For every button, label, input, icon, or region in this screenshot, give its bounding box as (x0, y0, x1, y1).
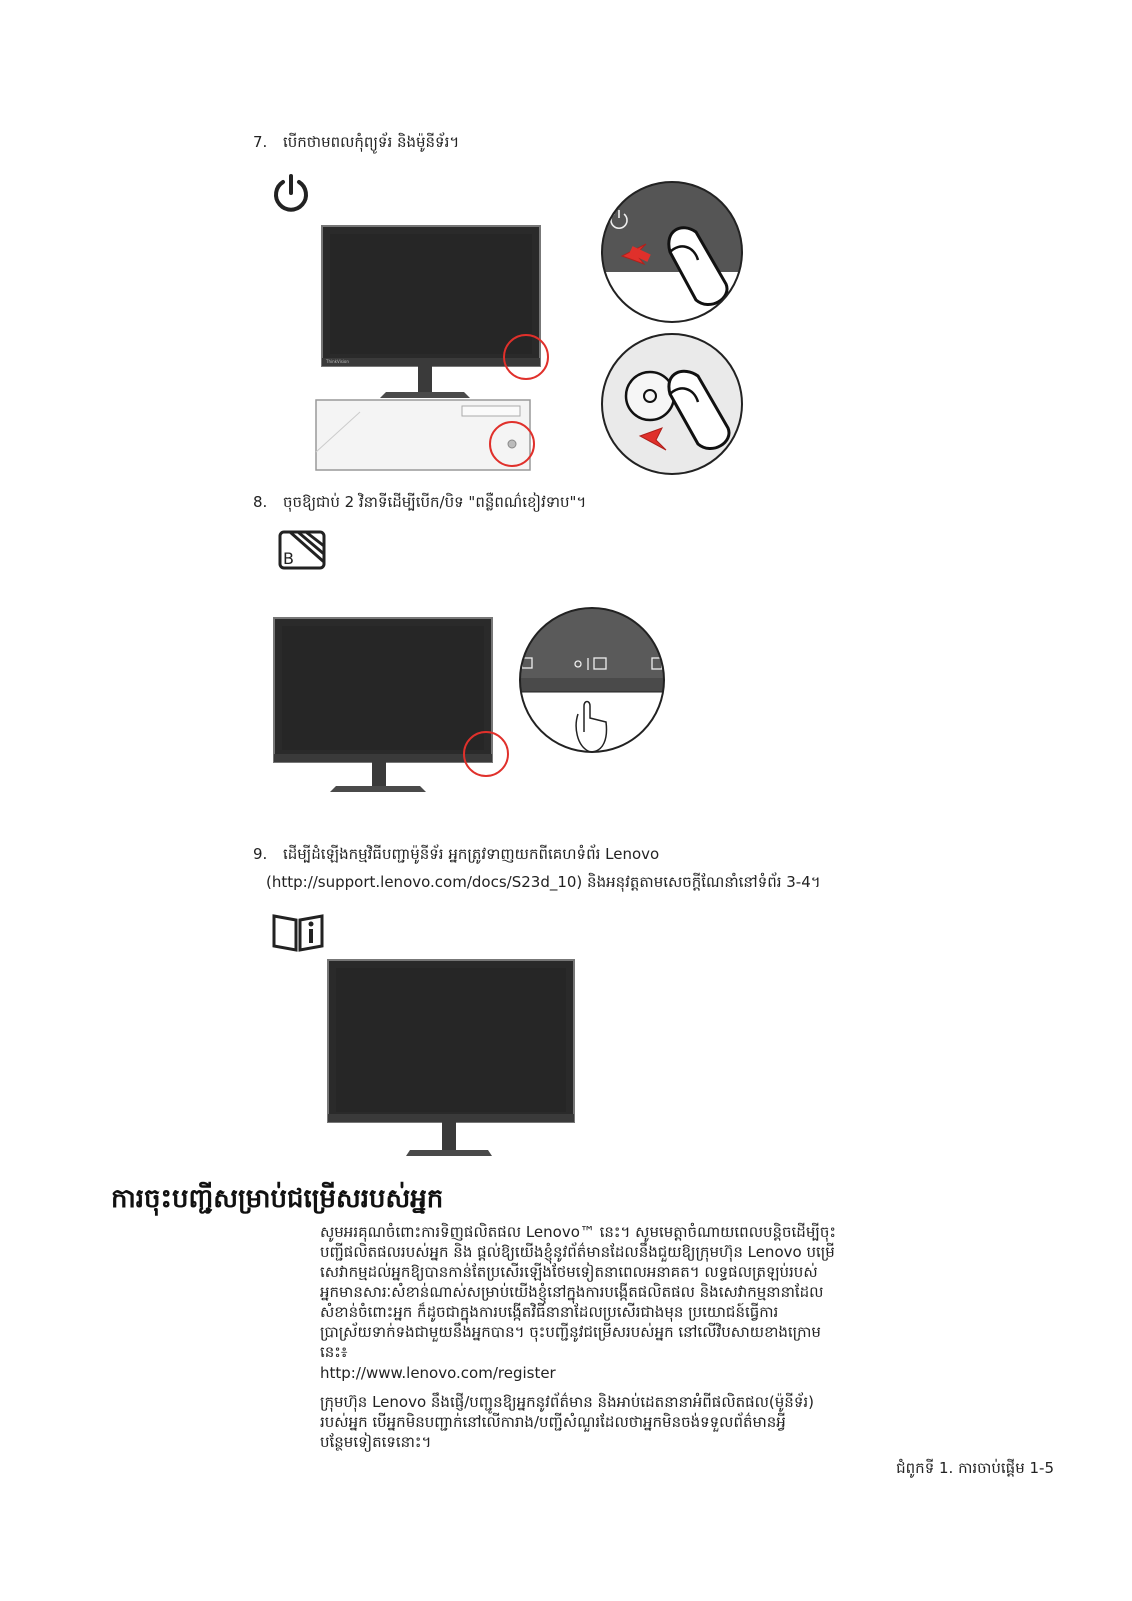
paragraph-line: បន្ថែមទៀតទេនោះ។ (320, 1433, 432, 1451)
brand-logo: ThinkVision (326, 359, 349, 364)
page-footer: ជំពូកទី 1. ការចាប់ផ្ដើម 1-5 (896, 1459, 1054, 1477)
paragraph-line: នេះ៖ (320, 1343, 348, 1361)
paragraph-line: អ្នកមានសារៈសំខាន់ណាស់សម្រាប់យើងខ្ញុំនៅក្នុងការបង្កើតផលិតផល និងសេវាកម្មនានាដែល (320, 1283, 824, 1301)
registration-heading: ការចុះបញ្ជីសម្រាប់ជម្រើសរបស់អ្នក (111, 1184, 444, 1214)
step-number: 7. (253, 133, 268, 151)
low-blue-light-icon (278, 530, 326, 570)
step-number: 9. (253, 845, 268, 863)
paragraph-line: ប្រាស្រ័យទាក់ទងជាមួយនឹងអ្នកបាន។ ចុះបញ្ជីនូវជម្រើសរបស់អ្នក នៅលើវិបសាយខាងក្រោម (320, 1323, 821, 1341)
user-manual-icon (270, 912, 326, 952)
power-icon (270, 172, 312, 214)
step-number: 8. (253, 493, 268, 511)
paragraph-line: ក្រុមហ៊ុន Lenovo នឹងផ្ញើ/បញ្ជូនឱ្យអ្នកនូវព័ត៌មាន និងអាប់ដេតនានាអំពីផលិតផល(ម៉ូនីទ័រ) (320, 1393, 814, 1411)
registration-paragraph (320, 1222, 1020, 1362)
paragraph-line: របស់អ្នក បើអ្នកមិនបញ្ជាក់នៅលើការាង/បញ្ជីសំណួរដែលថាអ្នកមិនចង់ទទួលព័ត៌មានអ្វី (320, 1413, 786, 1431)
step-8 (253, 493, 586, 515)
svg-text:B: B (283, 549, 294, 568)
step-text: ដើម្បីដំឡើងកម្មវិធីបញ្ជាម៉ូនីទ័រ អ្នកត្រូវទាញយកពីគេហទំព័រ Lenovo (283, 845, 660, 863)
monitor-power-zoom (600, 180, 750, 330)
step-9-link-line: (http://support.lenovo.com/docs/S23d_10) និងអនុវត្តតាមសេចក្ដីណែនាំនៅទំព័រ 3-4។ (266, 873, 821, 891)
step-9 (253, 845, 659, 867)
paragraph-line: សំខាន់ចំពោះអ្នក ក៏ដូចជាក្នុងការបង្កើតវិធីនានាដែលប្រសើរជាងមុន ប្រយោជន៍ធ្វើការ (320, 1303, 779, 1321)
step-text: ចុចឱ្យជាប់ 2 វិនាទីដើម្បីបើក/បិទ "ពន្លឺពណ៌ខៀវទាប"។ (283, 493, 587, 511)
paragraph-line: បញ្ជីផលិតផលរបស់អ្នក និង ផ្ដល់ឱ្យយើងខ្ញុំនូវព័ត៌មានដែលនឹងជួយឱ្យក្រុមហ៊ុន Lenovo បម្រើ (320, 1243, 835, 1261)
pc-power-zoom (600, 332, 750, 482)
monitor-illustration (270, 614, 510, 794)
control-buttons-zoom (518, 606, 668, 756)
paragraph-line: សេវាកម្មដល់អ្នកឱ្យបានកាន់តែប្រសើរឡើងថែមទៀតនាពេលអនាគត។ លទ្ធផលត្រឡប់របស់ (320, 1263, 818, 1281)
registration-link[interactable]: http://www.lenovo.com/register (320, 1364, 556, 1382)
registration-paragraph-2 (320, 1392, 1020, 1452)
paragraph-line: សូមអរគុណចំពោះការទិញផលិតផល Lenovo™ នេះ។ សូមមេត្តាចំណាយពេលបន្តិចដើម្បីចុះ (320, 1223, 836, 1241)
monitor-large-illustration (326, 960, 576, 1160)
step-text: បើកថាមពលកុំព្យូទ័រ និងម៉ូនីទ័រ។ (283, 133, 460, 151)
monitor-desktop-illustration (310, 222, 560, 482)
step-7 (253, 133, 459, 155)
